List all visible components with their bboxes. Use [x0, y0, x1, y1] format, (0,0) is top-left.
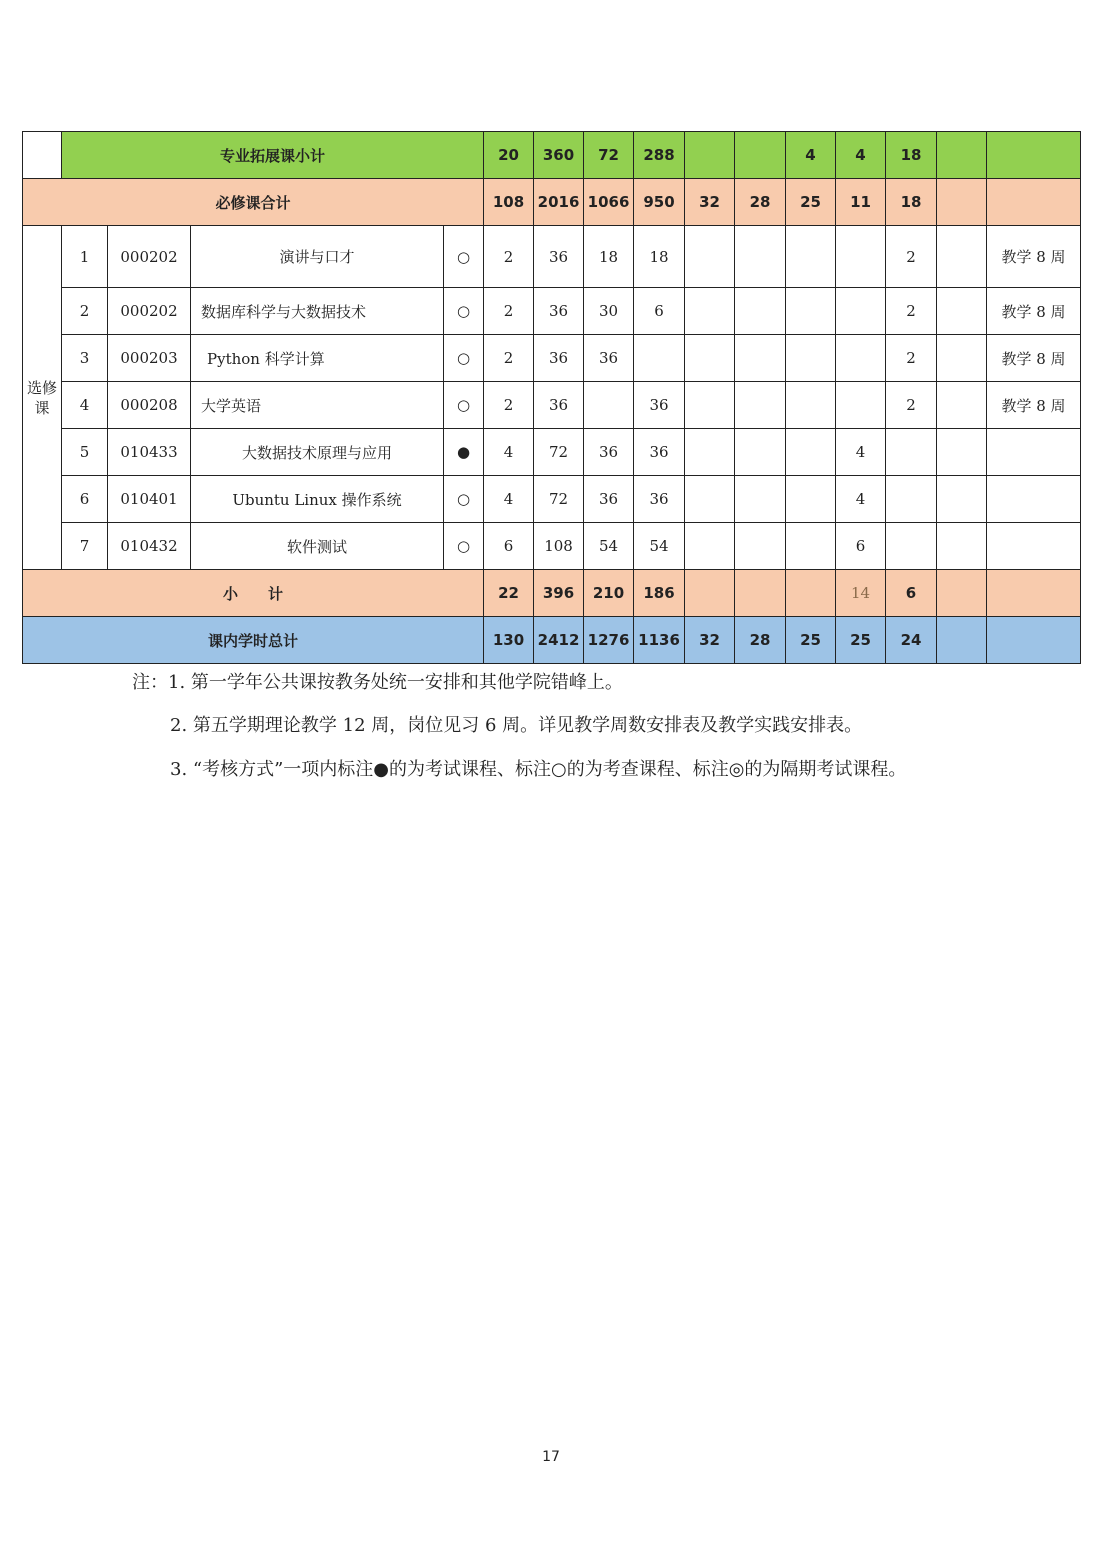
remark	[987, 476, 1081, 523]
req-credit: 108	[484, 179, 534, 226]
total-s1: 32	[685, 617, 735, 664]
hours: 36	[534, 335, 584, 382]
sem5	[886, 523, 937, 570]
sub-hours: 396	[534, 570, 584, 617]
req-practice: 950	[634, 179, 685, 226]
exam-mark: ○	[444, 288, 484, 335]
row-no: 6	[62, 476, 108, 523]
req-note	[987, 179, 1081, 226]
sem4	[836, 288, 886, 335]
practice-hours: 6	[634, 288, 685, 335]
sem3	[786, 523, 836, 570]
exam-mark: ○	[444, 382, 484, 429]
req-s6	[937, 179, 987, 226]
sub-credit: 22	[484, 570, 534, 617]
sem4	[836, 382, 886, 429]
credit: 4	[484, 429, 534, 476]
credit: 2	[484, 382, 534, 429]
grand-total-label: 课内学时总计	[23, 617, 484, 664]
elective-row	[23, 226, 1081, 288]
sem6	[937, 523, 987, 570]
course-code: 010401	[108, 476, 191, 523]
practice-hours: 18	[634, 226, 685, 288]
remark: 教学 8 周	[987, 288, 1081, 335]
required-total-label: 必修课合计	[23, 179, 484, 226]
credit: 6	[484, 523, 534, 570]
sem6	[937, 476, 987, 523]
elective-row	[23, 382, 1081, 429]
ext-subtotal-row	[23, 132, 1081, 179]
exam-mark: ○	[444, 226, 484, 288]
course-name: 演讲与口才	[191, 226, 444, 288]
elective-row	[23, 523, 1081, 570]
ext-subtotal-label: 专业拓展课小计	[62, 132, 484, 179]
sem1	[685, 288, 735, 335]
total-theory: 1276	[584, 617, 634, 664]
req-s2: 28	[735, 179, 786, 226]
elective-category: 选修课	[23, 226, 62, 570]
ext-practice: 288	[634, 132, 685, 179]
sem2	[735, 335, 786, 382]
total-s5: 24	[886, 617, 937, 664]
sem1	[685, 523, 735, 570]
row-no: 7	[62, 523, 108, 570]
course-code: 000203	[108, 335, 191, 382]
exam-mark: ○	[444, 335, 484, 382]
credit: 2	[484, 335, 534, 382]
req-s1: 32	[685, 179, 735, 226]
elective-row	[23, 429, 1081, 476]
row-no: 4	[62, 382, 108, 429]
course-name: 大数据技术原理与应用	[191, 429, 444, 476]
sub-s2	[735, 570, 786, 617]
sem4	[836, 335, 886, 382]
course-code: 010432	[108, 523, 191, 570]
sem5: 2	[886, 288, 937, 335]
sem6	[937, 335, 987, 382]
sem5: 2	[886, 335, 937, 382]
row-no: 1	[62, 226, 108, 288]
hours: 108	[534, 523, 584, 570]
practice-hours: 36	[634, 429, 685, 476]
sem1	[685, 429, 735, 476]
page-number: 17	[542, 1449, 560, 1465]
req-s3: 25	[786, 179, 836, 226]
note-2: 2. 第五学期理论教学 12 周，岗位见习 6 周。详见教学周数安排表及教学实践安排表。	[170, 715, 863, 736]
course-code: 000202	[108, 226, 191, 288]
elective-row	[23, 476, 1081, 523]
sem4: 4	[836, 429, 886, 476]
ext-s6	[937, 132, 987, 179]
total-s3: 25	[786, 617, 836, 664]
course-code: 010433	[108, 429, 191, 476]
exam-mark: ○	[444, 523, 484, 570]
total-s6	[937, 617, 987, 664]
elective-subtotal-row	[23, 570, 1081, 617]
note-3: 3. “考核方式”一项内标注●的为考试课程、标注○的为考查课程、标注◎的为隔期考试课程。	[170, 759, 907, 780]
remark	[987, 429, 1081, 476]
ext-s4: 4	[836, 132, 886, 179]
elective-row	[23, 288, 1081, 335]
sem6	[937, 226, 987, 288]
course-schedule-table	[22, 131, 1081, 664]
sem2	[735, 226, 786, 288]
total-practice: 1136	[634, 617, 685, 664]
sem6	[937, 429, 987, 476]
req-s4: 11	[836, 179, 886, 226]
sem1	[685, 476, 735, 523]
sub-s3	[786, 570, 836, 617]
total-credit: 130	[484, 617, 534, 664]
sem1	[685, 335, 735, 382]
remark: 教学 8 周	[987, 382, 1081, 429]
exam-mark: ○	[444, 476, 484, 523]
sem3	[786, 288, 836, 335]
theory-hours: 18	[584, 226, 634, 288]
sem2	[735, 429, 786, 476]
sem4: 6	[836, 523, 886, 570]
sem3	[786, 335, 836, 382]
sem4: 4	[836, 476, 886, 523]
elective-row	[23, 335, 1081, 382]
credit: 2	[484, 288, 534, 335]
elective-subtotal-label: 小 计	[23, 570, 484, 617]
sem5: 2	[886, 226, 937, 288]
credit: 4	[484, 476, 534, 523]
credit: 2	[484, 226, 534, 288]
hours: 36	[534, 288, 584, 335]
ext-hours: 360	[534, 132, 584, 179]
sem6	[937, 382, 987, 429]
hours: 72	[534, 429, 584, 476]
sem2	[735, 288, 786, 335]
remark: 教学 8 周	[987, 226, 1081, 288]
remark	[987, 523, 1081, 570]
theory-hours: 30	[584, 288, 634, 335]
sub-note	[987, 570, 1081, 617]
ext-s2	[735, 132, 786, 179]
course-name: Python 科学计算	[191, 335, 444, 382]
ext-s3: 4	[786, 132, 836, 179]
sub-s1	[685, 570, 735, 617]
sem6	[937, 288, 987, 335]
blank-cell	[23, 132, 62, 179]
note-1: 注：1. 第一学年公共课按教务处统一安排和其他学院错峰上。	[132, 672, 623, 693]
remark: 教学 8 周	[987, 335, 1081, 382]
course-name: 大学英语	[191, 382, 444, 429]
sem5	[886, 429, 937, 476]
sem2	[735, 476, 786, 523]
row-no: 2	[62, 288, 108, 335]
req-theory: 1066	[584, 179, 634, 226]
hours: 72	[534, 476, 584, 523]
course-name: Ubuntu Linux 操作系统	[191, 476, 444, 523]
sem3	[786, 226, 836, 288]
course-code: 000208	[108, 382, 191, 429]
ext-s1	[685, 132, 735, 179]
course-name: 软件测试	[191, 523, 444, 570]
sem5	[886, 476, 937, 523]
total-s2: 28	[735, 617, 786, 664]
ext-s5: 18	[886, 132, 937, 179]
sub-theory: 210	[584, 570, 634, 617]
sem3	[786, 429, 836, 476]
sem3	[786, 382, 836, 429]
sem1	[685, 226, 735, 288]
req-s5: 18	[886, 179, 937, 226]
total-note	[987, 617, 1081, 664]
theory-hours: 54	[584, 523, 634, 570]
sem1	[685, 382, 735, 429]
sem2	[735, 382, 786, 429]
total-hours: 2412	[534, 617, 584, 664]
theory-hours: 36	[584, 476, 634, 523]
hours: 36	[534, 382, 584, 429]
sem4	[836, 226, 886, 288]
exam-mark: ●	[444, 429, 484, 476]
sub-s5: 6	[886, 570, 937, 617]
ext-theory: 72	[584, 132, 634, 179]
ext-credit: 20	[484, 132, 534, 179]
sub-s6	[937, 570, 987, 617]
row-no: 3	[62, 335, 108, 382]
ext-note	[987, 132, 1081, 179]
sem3	[786, 476, 836, 523]
practice-hours	[634, 335, 685, 382]
sub-s4: 14	[836, 570, 886, 617]
req-hours: 2016	[534, 179, 584, 226]
sem5: 2	[886, 382, 937, 429]
practice-hours: 36	[634, 382, 685, 429]
practice-hours: 36	[634, 476, 685, 523]
course-name: 数据库科学与大数据技术	[191, 288, 444, 335]
row-no: 5	[62, 429, 108, 476]
theory-hours: 36	[584, 429, 634, 476]
sem2	[735, 523, 786, 570]
course-code: 000202	[108, 288, 191, 335]
hours: 36	[534, 226, 584, 288]
practice-hours: 54	[634, 523, 685, 570]
grand-total-row	[23, 617, 1081, 664]
required-total-row	[23, 179, 1081, 226]
theory-hours	[584, 382, 634, 429]
sub-practice: 186	[634, 570, 685, 617]
theory-hours: 36	[584, 335, 634, 382]
total-s4: 25	[836, 617, 886, 664]
